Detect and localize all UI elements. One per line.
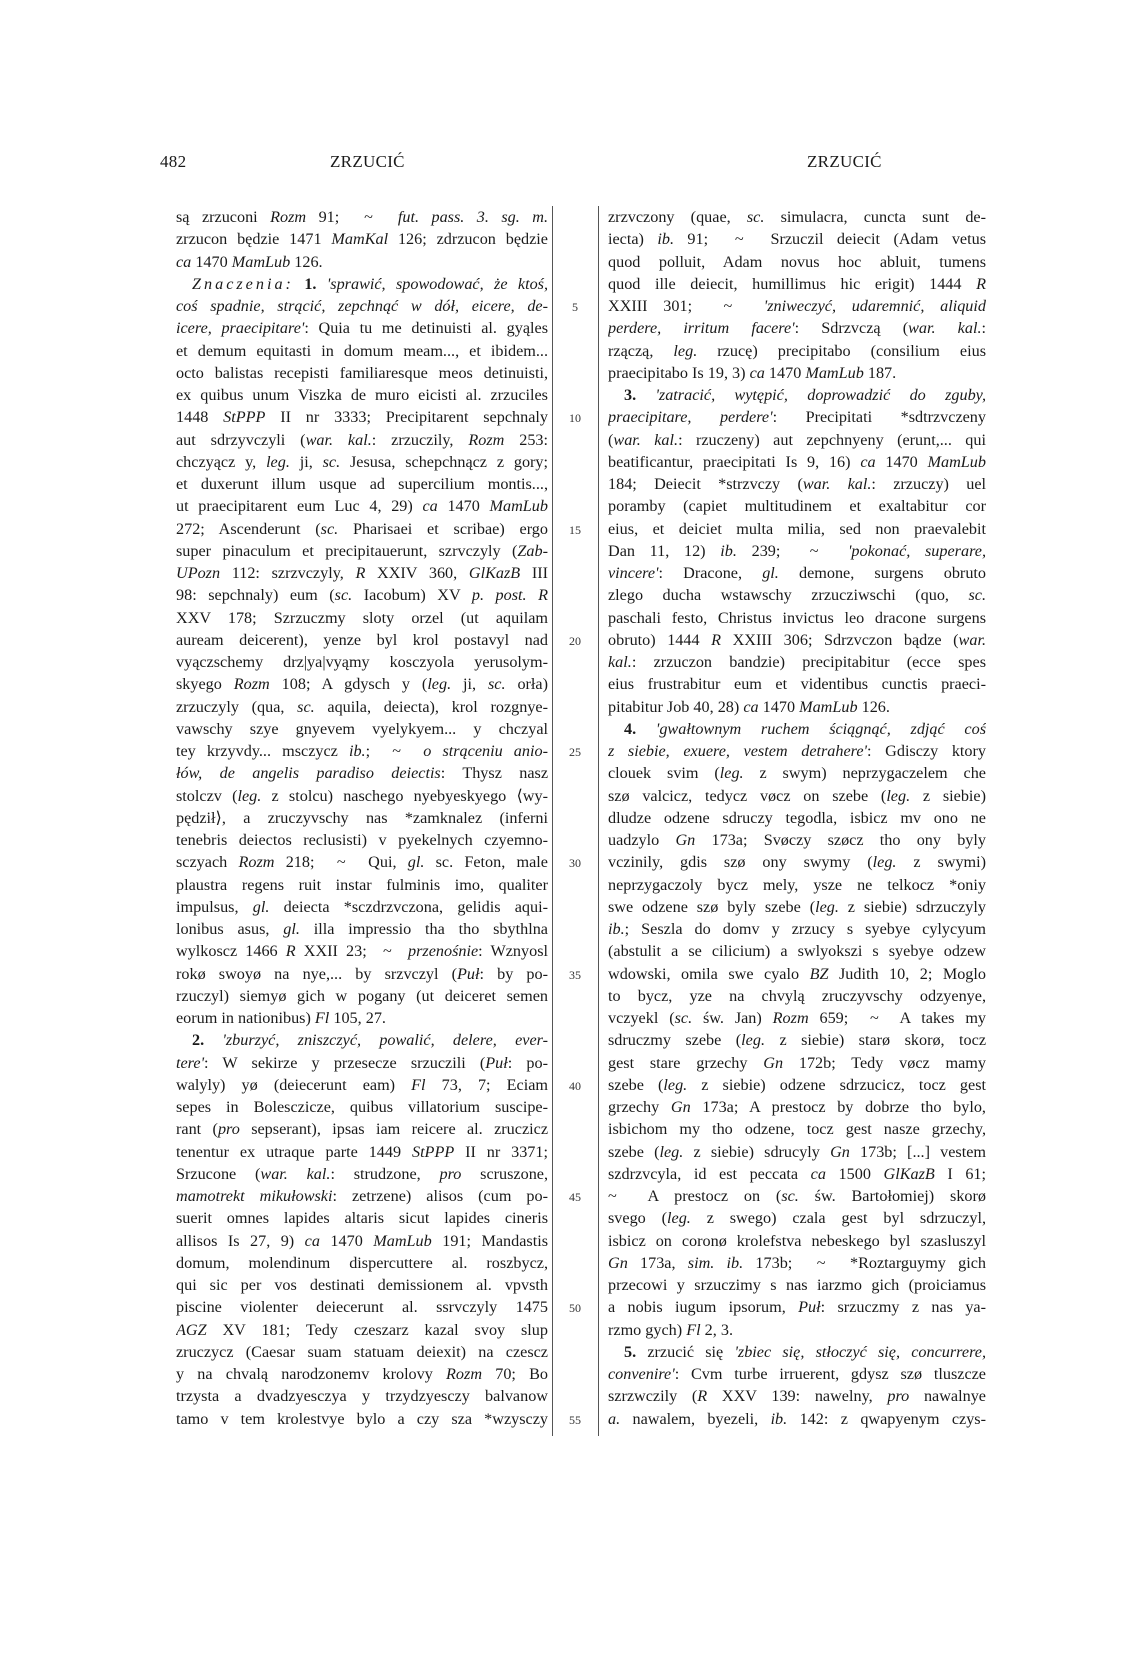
text-line: suerit omnes lapides altaris sicut lapides cineris (176, 1209, 548, 1228)
text-line: vczyekl (sc. św. Jan) Rozm 659; ~ A takes my (608, 1009, 986, 1027)
line-number-gutter (552, 206, 598, 1436)
text-line: eius, et deiciet multa milia, sed non praevalebit (608, 519, 986, 538)
left-text-column (176, 206, 548, 1430)
text-line: tere': W sekirze y przesecze srzuczili (Puł: po- (176, 1053, 548, 1072)
line-number: 20 (569, 633, 581, 648)
text-line: skyego Rozm 108; A gdysch y (leg. ji, sc. orła) (176, 675, 548, 694)
text-line: tamo v tem krolestvye bylo a czy sza *wzysczy (176, 1409, 548, 1428)
text-line: 184; Deiecit *strzvczy (war. kal.: zrzuczy) uel (608, 475, 986, 493)
text-line: sdruczmy szebe (leg. z siebie) starø skorø, tocz (608, 1031, 986, 1050)
text-line: tey krzyvdy... msczycz ib.; ~ o strąceniu anio- (176, 742, 548, 760)
text-line: et duxerunt illum usque ad supercilium montis..., (176, 475, 548, 493)
text-line: 272; Ascenderunt (sc. Pharisaei et scribae) ergo (176, 519, 548, 538)
text-line: 4. 'gwałtownym ruchem ściągnąć, zdjąć coś (624, 719, 986, 738)
text-line: rzmo gych) Fl 2, 3. (608, 1320, 733, 1339)
text-line: perdere, irritum facere': Sdrzvczą (war. kal.: (608, 319, 986, 338)
text-line: allisos Is 27, 9) ca 1470 MamLub 191; Mandastis (176, 1231, 548, 1250)
text-line: Dan 11, 12) ib. 239; ~ 'pokonać, superare, (608, 541, 986, 560)
text-line: isbichom my tho odzene, tocz gest nasze grzechy, (608, 1120, 986, 1139)
text-line: a. nawalem, byezeli, ib. 142: z qwapyenym czys- (608, 1409, 986, 1428)
text-line: łów, de angelis paradiso deiectis: Thysz nasz (176, 764, 548, 783)
text-line: Gn 173a, sim. ib. 173b; ~ *Roztarguymy gich (608, 1253, 986, 1272)
text-line: quod polluit, Adam novus hoc abluit, tumens (608, 252, 986, 271)
text-line: svego (leg. z swego) czala gest byl sdrzuczyl, (608, 1209, 986, 1228)
text-line: super pinaculum et precipitauerunt, szrvczyly (Zab- (176, 541, 548, 560)
text-line: ex quibus unum Viszka de muro eicisti al. zrzuciles (176, 386, 548, 404)
text-line: neprzygaczoly bycz mely, ysze ne telkocz *oniy (608, 875, 986, 894)
line-number: 15 (569, 522, 581, 537)
text-line: rzuczyl) siemyø gich w pogany (ut deiceret semen (176, 986, 548, 1005)
text-line: chczyącz y, leg. ji, sc. Jesusa, schepchnącz z gory; (176, 452, 548, 471)
text-line: szø valcicz, tedycz vøcz on szebe (leg. z siebie) (608, 786, 986, 805)
text-line: icere, praecipitare': Quia tu me detinuisti al. gyąles (176, 319, 548, 338)
running-head-left: ZRZUCIĆ (330, 152, 405, 171)
line-number: 25 (569, 745, 581, 759)
text-line: Znaczenia: 1. 'sprawić, spowodować, że ktoś, (192, 274, 548, 293)
text-line: to bycz, yze na chvylą zruczyvschy odzyenye, (608, 986, 986, 1005)
text-line: ca 1470 MamLub 126. (176, 252, 323, 271)
text-line: zrzucon będzie 1471 MamKal 126; zdrzucon będzie (176, 230, 548, 249)
text-line: AGZ XV 181; Tedy czeszarz kazal svoy slup (176, 1320, 548, 1339)
text-line: vczinily, gdis szø ony swymy (leg. z swymi) (608, 853, 986, 872)
text-line: obruto) 1444 R XXIII 306; Sdrzvczon bądze (war. (608, 630, 986, 649)
text-line: szrzwczily (R XXV 139: nawelny, pro nawalnye (608, 1387, 986, 1406)
right-text-column (608, 206, 986, 1430)
text-line: (war. kal.: rzuczeny) aut zepchnyeny (erunt,... qui (608, 430, 986, 449)
text-line: UPozn 112: szrzvczyly, R XXIV 360, GlKazB III (176, 564, 548, 582)
text-line: rzączą, leg. rzucę) precipitabo (consilium eius (608, 341, 986, 360)
text-line: auream deicerent), yenze byl krol postavyl nad (176, 630, 548, 649)
text-line: ut praecipitarent eum Luc 4, 29) ca 1470 MamLub (176, 497, 548, 516)
line-number: 40 (569, 1078, 581, 1093)
text-line: trzysta a dvadzyesczya y trzydzyesczy balvanow (176, 1387, 548, 1406)
text-line: mamotrekt mikułowski: zetrzene) alisos (cum po- (176, 1187, 548, 1205)
text-line: domum, molendinum dispercuttere al. roszbycz, (176, 1253, 548, 1272)
text-line: XXV 178; Szrzuczmy sloty orzel (ut aquilam (176, 608, 548, 627)
text-line: 3. 'zatracić, wytępić, doprowadzić do zguby, (624, 386, 986, 404)
text-line: a nobis iugum ipsorum, Puł: srzuczmy z nas ya- (608, 1298, 986, 1317)
line-number: 10 (569, 411, 581, 426)
text-line: ~ A prestocz on (sc. św. Bartołomiej) skorø (608, 1187, 986, 1205)
text-line: grzechy Gn 173a; A prestocz by dobrze tho bylo, (608, 1098, 986, 1116)
text-line: qui sic per vos destinati demissionem al. vpvsth (176, 1276, 548, 1294)
text-line: są zrzuconi Rozm 91; ~ fut. pass. 3. sg. m. (176, 208, 548, 226)
line-number: 5 (572, 300, 578, 314)
page-number: 482 (160, 152, 187, 171)
text-line: y na chvalą narodzonemv krolovy Rozm 70; Bo (176, 1365, 548, 1383)
text-line: paschali festo, Christus invictus leo dracone surgens (608, 608, 986, 627)
text-line: szdrzvcyla, id est peccata ca 1500 GlKazB I 61; (608, 1164, 986, 1183)
text-line: dludze odzene sdruczy tegodla, isbicz mv ono ne (608, 808, 986, 827)
text-line: zrzuczyly (qua, sc. aquila, deiecta), krol rozgnye- (176, 697, 548, 716)
text-line: lonibus asus, gl. illa impressio tha tho sbythlna (176, 920, 548, 938)
text-line: z siebie, exuere, vestem detrahere': Gdisczy ktory (608, 742, 986, 760)
text-line: 2. 'zburzyć, zniszczyć, powalić, delere, ever- (192, 1031, 548, 1050)
text-line: octo balistas recepisti familiaresque meos detinuisti, (176, 363, 548, 382)
line-number: 45 (569, 1190, 581, 1204)
text-line: piscine violenter deiecerunt al. ssrvczyly 1475 (176, 1298, 548, 1317)
text-line: gest stare grzechy Gn 172b; Tedy vøcz mamy (608, 1053, 986, 1072)
text-line: szebe (leg. z siebie) odzene sdrzucicz, tocz gest (608, 1075, 986, 1094)
text-line: XXIII 301; ~ 'zniweczyć, udaremnić, aliquid (608, 297, 986, 315)
text-line: coś spadnie, strącić, zepchnąć w dół, eicere, de- (176, 297, 548, 315)
line-number: 30 (569, 856, 581, 871)
text-line: praecipitabo Is 19, 3) ca 1470 MamLub 187. (608, 363, 897, 382)
text-line: sepes in Bolesczicze, quibus villatorium suscipe- (176, 1098, 548, 1116)
text-line: eius frustrabitur eum et videntibus cunctis praeci- (608, 675, 986, 694)
text-line: wylkoscz 1466 R XXII 23; ~ przenośnie: Wznyosl (176, 942, 548, 961)
text-line: quod ille deiecit, humillimus hic erigit) 1444 R (608, 274, 986, 293)
text-line: szebe (leg. z siebie) sdrucyly Gn 173b; [...] vestem (608, 1142, 986, 1161)
text-line: Srzucone (war. kal.: strudzone, pro scruszone, (176, 1164, 548, 1183)
text-line: aut sdrzyvczyli (war. kal.: zrzuczily, Rozm 253: (176, 430, 548, 449)
text-line: zlego ducha wstawschy zrzucziwschi (quo, sc. (608, 586, 986, 605)
text-line: tenentur ex utraque parte 1449 StPPP II nr 3371; (176, 1142, 548, 1161)
text-line: clouek svim (leg. z swym) neprzygaczelem che (608, 764, 986, 783)
text-line: et demum equitasti in domum meam..., et ibidem... (176, 341, 548, 360)
line-number: 35 (569, 967, 581, 982)
text-line: impulsus, gl. deiecta *sczdrzvczona, gelidis aqui- (176, 897, 548, 916)
text-line: kal.: zrzuczon bandzie) precipitabitur (ecce spes (608, 653, 986, 671)
text-line: tenebris deiectos reclusisti) v pyekelnych czyemno- (176, 831, 548, 849)
text-line: rokø swoyø na nye,... by srzvczyl (Puł: by po- (176, 964, 548, 983)
text-line: walyly) yø (deiecerunt eam) Fl 73, 7; Eciam (176, 1075, 548, 1094)
text-line: stolczv (leg. z stolcu) naschego nyebyeskyego ⟨wy- (176, 786, 548, 805)
line-number: 55 (569, 1412, 581, 1427)
text-line: 1448 StPPP II nr 3333; Precipitarent sepchnaly (176, 408, 548, 427)
text-line: vincere': Dracone, gl. demone, surgens obruto (608, 564, 986, 582)
text-line: sczyach Rozm 218; ~ Qui, gl. sc. Feton, male (176, 853, 548, 872)
text-line: rant (pro sepserant), ipsas iam reicere al. zruczicz (176, 1120, 548, 1139)
text-line: eorum in nationibus) Fl 105, 27. (176, 1009, 386, 1027)
text-line: swe odzene szø byly szebe (leg. z siebie) sdrzuczyly (608, 897, 986, 916)
text-line: praecipitare, perdere': Precipitati *sdtrzvczeny (608, 408, 986, 427)
text-line: vawschy szye gnyevem vyelykyem... y chczyal (176, 719, 548, 738)
column-rule-left (552, 206, 553, 1436)
text-line: poramby (capiet multitudinem et exaltabitur cor (608, 497, 986, 516)
text-line: pitabitur Job 40, 28) ca 1470 MamLub 126. (608, 697, 890, 716)
text-line: zruczycz (Caesar suam statuam deiexit) na czescz (176, 1342, 548, 1361)
line-number: 50 (569, 1301, 581, 1316)
running-head-right: ZRZUCIĆ (807, 152, 882, 171)
text-line: isbicz on coronø krolefstva nebeskego byl szasluszyl (608, 1231, 986, 1250)
text-line: przecowi y srzuczimy s nas iarzmo gich (proiciamus (608, 1276, 986, 1294)
text-line: 5. zrzucić się 'zbiec się, stłoczyć się, concurrere, (624, 1342, 986, 1361)
column-rule-right (598, 206, 599, 1436)
text-line: vyączschemy drz|ya|vyąmy kosczyola yerusolym- (176, 653, 548, 671)
text-line: iecta) ib. 91; ~ Srzuczil deiecit (Adam vetus (608, 230, 986, 249)
text-line: 98: sepchnaly) eum (sc. Iacobum) XV p. post. R (176, 586, 548, 605)
text-line: zrzvczony (quae, sc. simulacra, cuncta sunt de- (608, 208, 986, 226)
text-line: wdowski, omila swe cyalo BZ Judith 10, 2; Moglo (608, 964, 986, 983)
text-line: beatificantur, praecipitati Is 9, 16) ca 1470 MamLub (608, 452, 986, 471)
text-line: (abstulit a se cilicium) a swlyokszi s syebye odzew (608, 942, 986, 961)
text-line: pędził⟩, a zruczyvschy nas *zamknalez (inferni (176, 808, 548, 827)
text-line: ib.; Seszla do domv y zrzucy s syebye cylycyum (608, 920, 986, 938)
text-line: uadzylo Gn 173a; Svøczy szøcz tho ony byly (608, 831, 986, 849)
text-line: convenire': Cvm turbe irruerent, gdysz szø tluszcze (608, 1365, 986, 1383)
text-line: plaustra regens ruit instar fulminis imo, qualiter (176, 875, 548, 894)
